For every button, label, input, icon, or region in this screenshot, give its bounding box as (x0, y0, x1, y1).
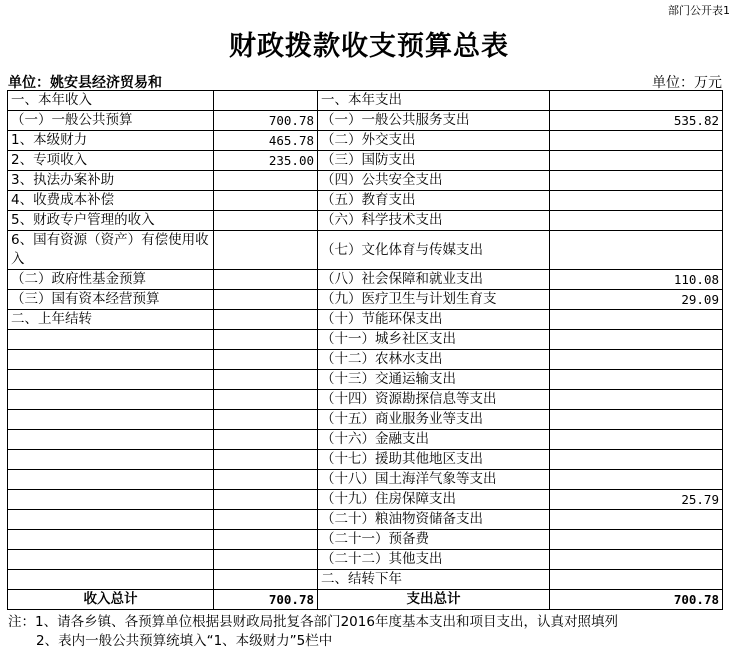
expense-label: （一）一般公共服务支出 (318, 111, 550, 131)
expense-label: （二十）粮油物资储备支出 (318, 510, 550, 530)
expense-value (550, 570, 723, 590)
expense-total-value: 700.78 (550, 590, 723, 610)
expense-value (550, 470, 723, 490)
expense-label: （十一）城乡社区支出 (318, 330, 550, 350)
expense-value (550, 171, 723, 191)
income-value (214, 211, 318, 231)
table-row (8, 450, 723, 470)
expense-label: （八）社会保障和就业支出 (318, 270, 550, 290)
expense-label: （十四）资源勘探信息等支出 (318, 390, 550, 410)
income-value (214, 91, 318, 111)
expense-label: （四）公共安全支出 (318, 171, 550, 191)
table-row (8, 91, 723, 111)
table-row (8, 510, 723, 530)
table-row (8, 410, 723, 430)
expense-value (550, 410, 723, 430)
income-label: 一、本年收入 (8, 91, 214, 111)
table-row (8, 550, 723, 570)
income-value (214, 310, 318, 330)
table-row (8, 270, 723, 290)
income-total-label: 收入总计 (8, 590, 214, 610)
income-label (8, 350, 214, 370)
expense-label: （十二）农林水支出 (318, 350, 550, 370)
income-label (8, 430, 214, 450)
income-value (214, 350, 318, 370)
income-value (214, 370, 318, 390)
income-value (214, 231, 318, 270)
table-row (8, 570, 723, 590)
income-label (8, 510, 214, 530)
income-value (214, 290, 318, 310)
expense-value (550, 370, 723, 390)
income-label (8, 450, 214, 470)
income-label: 5、财政专户管理的收入 (8, 211, 214, 231)
table-row (8, 171, 723, 191)
table-row (8, 330, 723, 350)
income-value (214, 550, 318, 570)
expense-label: （二十一）预备费 (318, 530, 550, 550)
expense-label: （二十二）其他支出 (318, 550, 550, 570)
expense-label: （九）医疗卫生与计划生育支 (318, 290, 550, 310)
table-row (8, 350, 723, 370)
income-label: （三）国有资本经营预算 (8, 290, 214, 310)
table-row (8, 390, 723, 410)
expense-label: （三）国防支出 (318, 151, 550, 171)
expense-value: 535.82 (550, 111, 723, 131)
income-value (214, 570, 318, 590)
expense-label: （七）文化体育与传媒支出 (318, 231, 550, 270)
income-value (214, 330, 318, 350)
income-value: 465.78 (214, 131, 318, 151)
table-row (8, 151, 723, 171)
expense-value: 110.08 (550, 270, 723, 290)
expense-value (550, 550, 723, 570)
note-line-1: 注：1、请各乡镇、各预算单位根据县财政局批复各部门2016年度基本支出和项目支出，认真对照填列 (8, 614, 618, 630)
income-value: 700.78 (214, 111, 318, 131)
expense-value (550, 151, 723, 171)
expense-value (550, 350, 723, 370)
table-row (8, 131, 723, 151)
income-value (214, 410, 318, 430)
table-row (8, 191, 723, 211)
income-label: 3、执法办案补助 (8, 171, 214, 191)
expense-value (550, 330, 723, 350)
expense-label: 二、结转下年 (318, 570, 550, 590)
income-value (214, 470, 318, 490)
table-row (8, 310, 723, 330)
income-value (214, 270, 318, 290)
table-row (8, 430, 723, 450)
unit-measure: 单位：万元 (652, 75, 722, 91)
income-label: （一）一般公共预算 (8, 111, 214, 131)
expense-label: （五）教育支出 (318, 191, 550, 211)
table-row (8, 231, 723, 270)
expense-value (550, 231, 723, 270)
expense-value (550, 510, 723, 530)
document-tag: 部门公开表1 (668, 4, 730, 17)
totals-row (8, 590, 723, 610)
note-line-2: 2、表内一般公共预算统填入“1、本级财力”5栏中 (36, 633, 333, 649)
budget-table (7, 90, 723, 610)
table-row (8, 370, 723, 390)
expense-value (550, 310, 723, 330)
income-value (214, 450, 318, 470)
income-label (8, 370, 214, 390)
expense-label: （十）节能环保支出 (318, 310, 550, 330)
table-row (8, 530, 723, 550)
income-label: 6、国有资源（资产）有偿使用收入 (8, 231, 214, 270)
income-value (214, 191, 318, 211)
income-label (8, 330, 214, 350)
table-row (8, 470, 723, 490)
table-row (8, 490, 723, 510)
table-row (8, 290, 723, 310)
expense-value (550, 530, 723, 550)
expense-label: 一、本年支出 (318, 91, 550, 111)
expense-value (550, 91, 723, 111)
expense-value (550, 211, 723, 231)
income-label (8, 390, 214, 410)
income-value (214, 490, 318, 510)
income-label (8, 530, 214, 550)
expense-value: 25.79 (550, 490, 723, 510)
income-value (214, 171, 318, 191)
income-label (8, 410, 214, 430)
page-title: 财政拨款收支预算总表 (229, 31, 509, 62)
income-label: 4、收费成本补偿 (8, 191, 214, 211)
income-label: （二）政府性基金预算 (8, 270, 214, 290)
table-row (8, 211, 723, 231)
expense-value (550, 390, 723, 410)
income-label (8, 470, 214, 490)
income-value (214, 510, 318, 530)
expense-label: （十六）金融支出 (318, 430, 550, 450)
income-label: 二、上年结转 (8, 310, 214, 330)
expense-label: （十九）住房保障支出 (318, 490, 550, 510)
income-total-value: 700.78 (214, 590, 318, 610)
expense-label: （十七）援助其他地区支出 (318, 450, 550, 470)
expense-label: （十八）国土海洋气象等支出 (318, 470, 550, 490)
income-label: 1、本级财力 (8, 131, 214, 151)
income-label (8, 550, 214, 570)
income-value: 235.00 (214, 151, 318, 171)
table-row (8, 111, 723, 131)
expense-total-label: 支出总计 (318, 590, 550, 610)
expense-label: （十五）商业服务业等支出 (318, 410, 550, 430)
expense-label: （十三）交通运输支出 (318, 370, 550, 390)
income-value (214, 390, 318, 410)
expense-value (550, 450, 723, 470)
income-value (214, 430, 318, 450)
expense-value (550, 131, 723, 151)
unit-name: 单位：姚安县经济贸易和 (8, 75, 162, 91)
income-value (214, 530, 318, 550)
expense-label: （六）科学技术支出 (318, 211, 550, 231)
expense-label: （二）外交支出 (318, 131, 550, 151)
income-label (8, 490, 214, 510)
expense-value: 29.09 (550, 290, 723, 310)
income-label: 2、专项收入 (8, 151, 214, 171)
expense-value (550, 191, 723, 211)
expense-value (550, 430, 723, 450)
income-label (8, 570, 214, 590)
